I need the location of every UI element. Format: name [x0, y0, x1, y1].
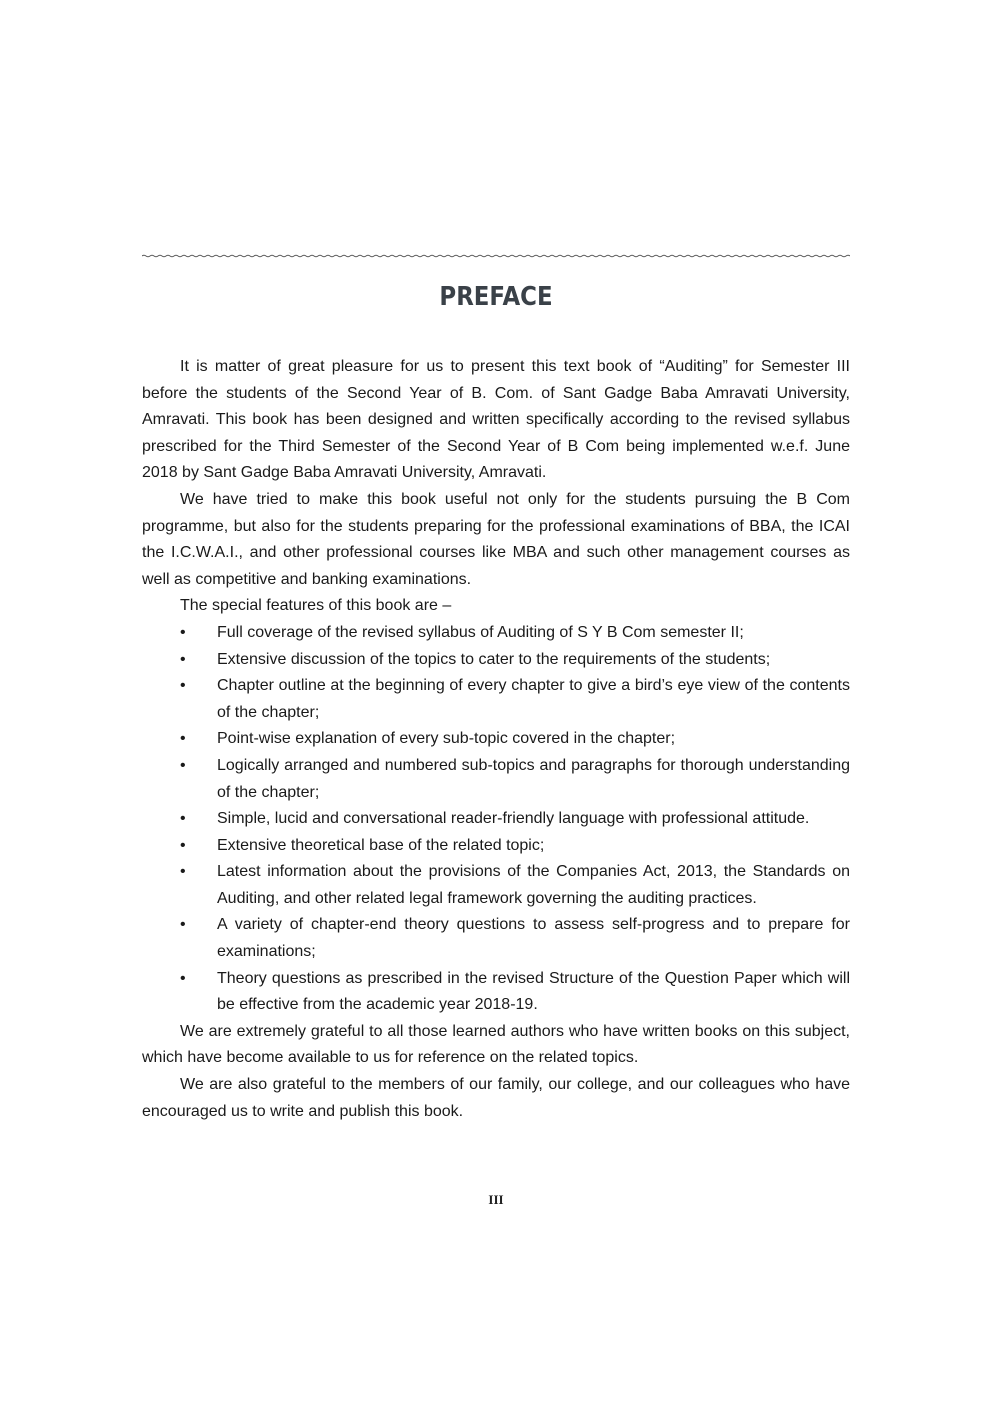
gratitude-family-paragraph: We are also grateful to the members of our family, our college, and our colleagues who have encouraged us to write and publish this book. [142, 1076, 850, 1120]
bullet-icon: • [180, 623, 186, 641]
list-item [142, 726, 850, 753]
bullet-icon: • [180, 756, 186, 774]
bullet-icon: • [180, 836, 186, 854]
bullet-icon: • [180, 863, 186, 881]
page-title: PREFACE [439, 282, 553, 312]
bullet-icon: • [180, 677, 186, 695]
list-item [142, 859, 850, 912]
feature-text: Logically arranged and numbered sub-topics and paragraphs for thorough understanding of the chapter; [217, 756, 850, 801]
bullet-icon: • [180, 650, 186, 668]
purpose-paragraph: We have tried to make this book useful not only for the students pursuing the B Com programme, but also for the students preparing for the professional examinations of BBA, the ICAI the I.C.W.A.I., and other professional courses like MBA and such other management courses as well as competitive and banking examinations. [142, 490, 850, 588]
feature-text: Theory questions as prescribed in the revised Structure of the Question Paper which will be effective from the academic year 2018-19. [217, 969, 850, 1014]
bullet-icon: • [180, 916, 186, 934]
feature-text: Extensive discussion of the topics to cater to the requirements of the students; [217, 650, 771, 668]
feature-text: Point-wise explanation of every sub-topic covered in the chapter; [217, 730, 676, 748]
list-item [142, 620, 850, 647]
list-item [142, 833, 850, 860]
gratitude-authors-paragraph: We are extremely grateful to all those learned authors who have written books on this subject, which have become available to us for reference on the related topics. [142, 1022, 850, 1067]
feature-text: Full coverage of the revised syllabus of Auditing of S Y B Com semester II; [217, 623, 744, 641]
feature-text: A variety of chapter-end theory questions to assess self-progress and to prepare for examinations; [217, 916, 850, 961]
feature-text: Latest information about the provisions of the Companies Act, 2013, the Standards on Auditing, and other related legal framework governing the auditing practices. [217, 863, 850, 907]
list-item [142, 806, 850, 833]
features-intro: The special features of this book are – [180, 597, 452, 615]
bullet-icon: • [180, 969, 186, 987]
intro-paragraph: It is matter of great pleasure for us to present this text book of “Auditing” for Semester III before the students of the Second Year of B. Com. of Sant Gadge Baba Amravati University, Amravati. This book has been designed and written specifically according to the revised syllabus prescribed for the Third Semester of the Second Year of B Com being implemented w.e.f. June 2018 by Sant Gadge Baba Amravati University, Amravati. [142, 358, 850, 482]
list-item [142, 912, 850, 965]
list-item [142, 753, 850, 806]
list-item [142, 673, 850, 726]
features-list [142, 620, 850, 1019]
preface-body [142, 354, 850, 1125]
preface-page [142, 250, 850, 1125]
list-item [142, 647, 850, 674]
wavy-divider [142, 250, 850, 262]
feature-text: Chapter outline at the beginning of every chapter to give a bird’s eye view of the contents of the chapter; [217, 677, 850, 721]
feature-text: Extensive theoretical base of the related topic; [217, 836, 545, 854]
list-item [142, 966, 850, 1019]
page-number: III [488, 1192, 504, 1207]
bullet-icon: • [180, 810, 186, 828]
bullet-icon: • [180, 730, 186, 748]
feature-text: Simple, lucid and conversational reader-friendly language with professional attitude. [217, 810, 810, 828]
